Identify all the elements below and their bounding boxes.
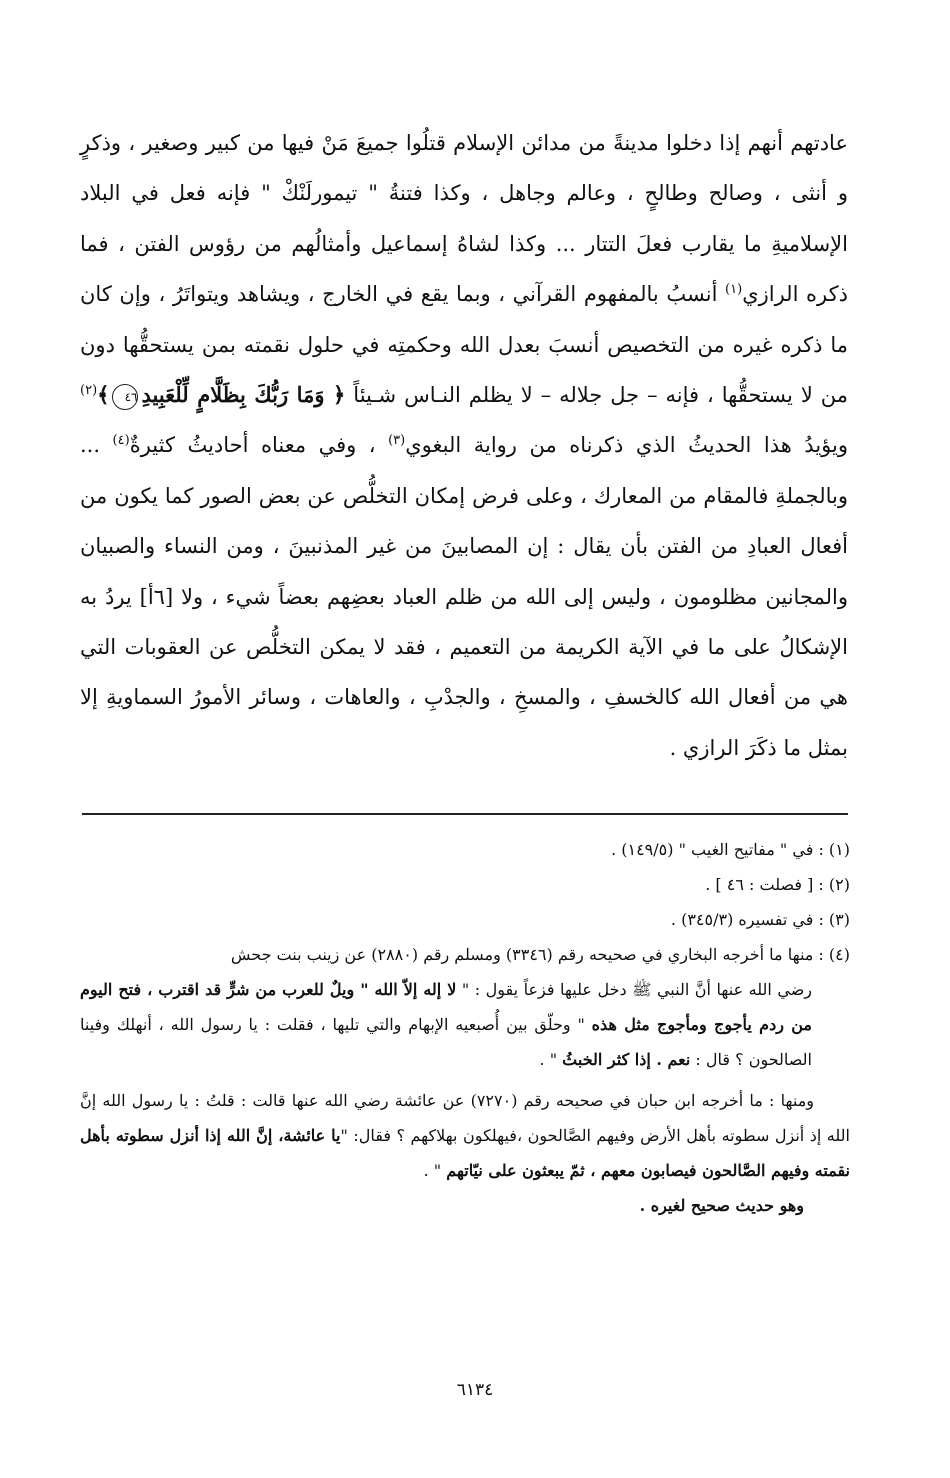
footnote-ref-4: (٤) — [112, 433, 130, 449]
main-text — [80, 118, 848, 773]
page-number: ٦١٣٤ — [456, 1380, 494, 1400]
text-segment: ويؤيدُ هذا الحديثُ الذي ذكرناه من رواية البغوي — [405, 433, 849, 458]
footnote-4-text: " وحلّق بين أُصبعيه الإبهام والتي تليها ، فقلت : يا رسول الله ، أنهلك وفينا الصالحون ؟ قال : — [80, 1015, 812, 1069]
hadith-quote: لا إله إلاّ الله " ويلٌ للعرب من شرٍّ قد اقترب ، فتح اليوم من ردم يأجوج ومأجوج مثل هذه — [80, 980, 812, 1034]
quran-verse: ﴿ وَمَا رَبُّكَ بِظَلَّامٍ لِّلْعَبِيدِ — [141, 382, 346, 408]
footnote-4-additional — [80, 1083, 850, 1188]
footnotes — [80, 832, 850, 1223]
ayah-number-marker: ٤٦ — [112, 384, 138, 410]
text-segment: أنسبُ بالمفهوم القرآني ، وبما يقع في الخارج ، ويشاهد ويتواتَرُ ، وإن كان ما ذكره غيره من التخصيص أنسبَ بعدل الله وحكمتِه في حلول نقمته بمن يستحقُّها دون من لا يستحقُّها ، فإنه – جل جلاله – لا يظلم النـاس شـيئاً — [80, 282, 848, 408]
footnote-4 — [80, 937, 850, 1077]
hadith-grading: وهو حديث صحيح لغيره . — [639, 1196, 804, 1215]
footnote-1: (١) : في " مفاتيح الغيب " (١٤٩/٥) . — [611, 840, 850, 859]
footnote-3: (٣) : في تفسيره (٣٤٥/٣) . — [670, 910, 850, 929]
footnote-4-lead: (٤) : منها ما أخرجه البخاري في صحيحه رقم (٣٣٤٦) ومسلم رقم (٢٨٨٠) عن زينب بنت جحش — [230, 945, 850, 964]
text-segment: ... وبالجملةِ فالمقام من المعارك ، وعلى فرض إمكان التخلُّص عن بعض الصور كما يكون من أفعال العبادِ من الفتن بأن يقال : إن المصابينَ من غير المذنبينَ ، ومن النساء والصبيان والمجانين مظلومون ، وليس إلى الله من ظلم العباد بعضِهم بعضاً شيء ، ولا [٦أ] يردُ به الإشكالُ على ما في الآية الكريمة من التعميم ، فقد لا يمكن التخلُّص عن العقوبات التي هي من أفعال الله كالخسفِ ، والمسخِ ، والجدْبِ ، والعاهات ، وسائر الأمورُ السماويةِ إلا بمثل ما ذكَرَ الرازي . — [80, 433, 849, 760]
footnote-4-text: " . — [539, 1050, 563, 1069]
text-segment: عادتهم أنهم إذا دخلوا مدينةً من مدائن الإسلام قتلُوا جميعَ مَنْ فيها من كبير وصغير ، وذكرٍ و أنثى ، وصالح وطالحٍ ، وعالم وجاهل ، وكذا فتنةُ " تيمورلَنْكْ " فإنه فعل في البلاد الإسلاميةِ ما يقارب فعلَ التتار ... وكذا لشاهُ إسماعيل وأمثالُهم من رؤوس الفتن ، فما ذكره الرازي — [80, 131, 848, 307]
footnote-2: (٢) : [ فصلت : ٤٦ ] . — [705, 875, 850, 894]
hadith-quote-aisha: يا عائشة، إنَّ الله إذا أنزل سطوته بأهل نقمته وفيهم الصَّالحون فيصابون معهم ، ثمّ يبعثون على نيّاتهم — [80, 1126, 850, 1180]
main-paragraph — [80, 118, 848, 773]
footnote-ref-1: (١) — [725, 282, 743, 298]
quran-bracket-close: ﴾ — [97, 382, 110, 408]
footnote-4-extra-text: ومنها : ما أخرجه ابن حبان في صحيحه رقم (٧٢٧٠) عن عائشة رضي الله عنها قالت : قلتُ : يا رسول الله إنَّ الله إذ أنزل سطوته بأهل الأرض وفيهم الصَّالحون ،فيهلكون بهلاكهم ؟ فقال: " — [80, 1091, 850, 1145]
footnote-ref-3: (٣) — [388, 433, 406, 449]
footnote-4-text: رضي الله عنها أنَّ النبي ﷺ دخل عليها فزعاً يقول : " — [456, 980, 813, 999]
footnote-4-extra-text: " . — [423, 1161, 447, 1180]
hadith-answer: نعم . إذا كثر الخبثُ — [562, 1050, 691, 1069]
text-segment: ، وفي معناه أحاديثُ كثيرةٌ — [129, 433, 389, 458]
footnote-separator — [82, 813, 848, 815]
footnote-4-body — [80, 972, 850, 1077]
footnote-ref-2: (٢) — [80, 383, 98, 399]
